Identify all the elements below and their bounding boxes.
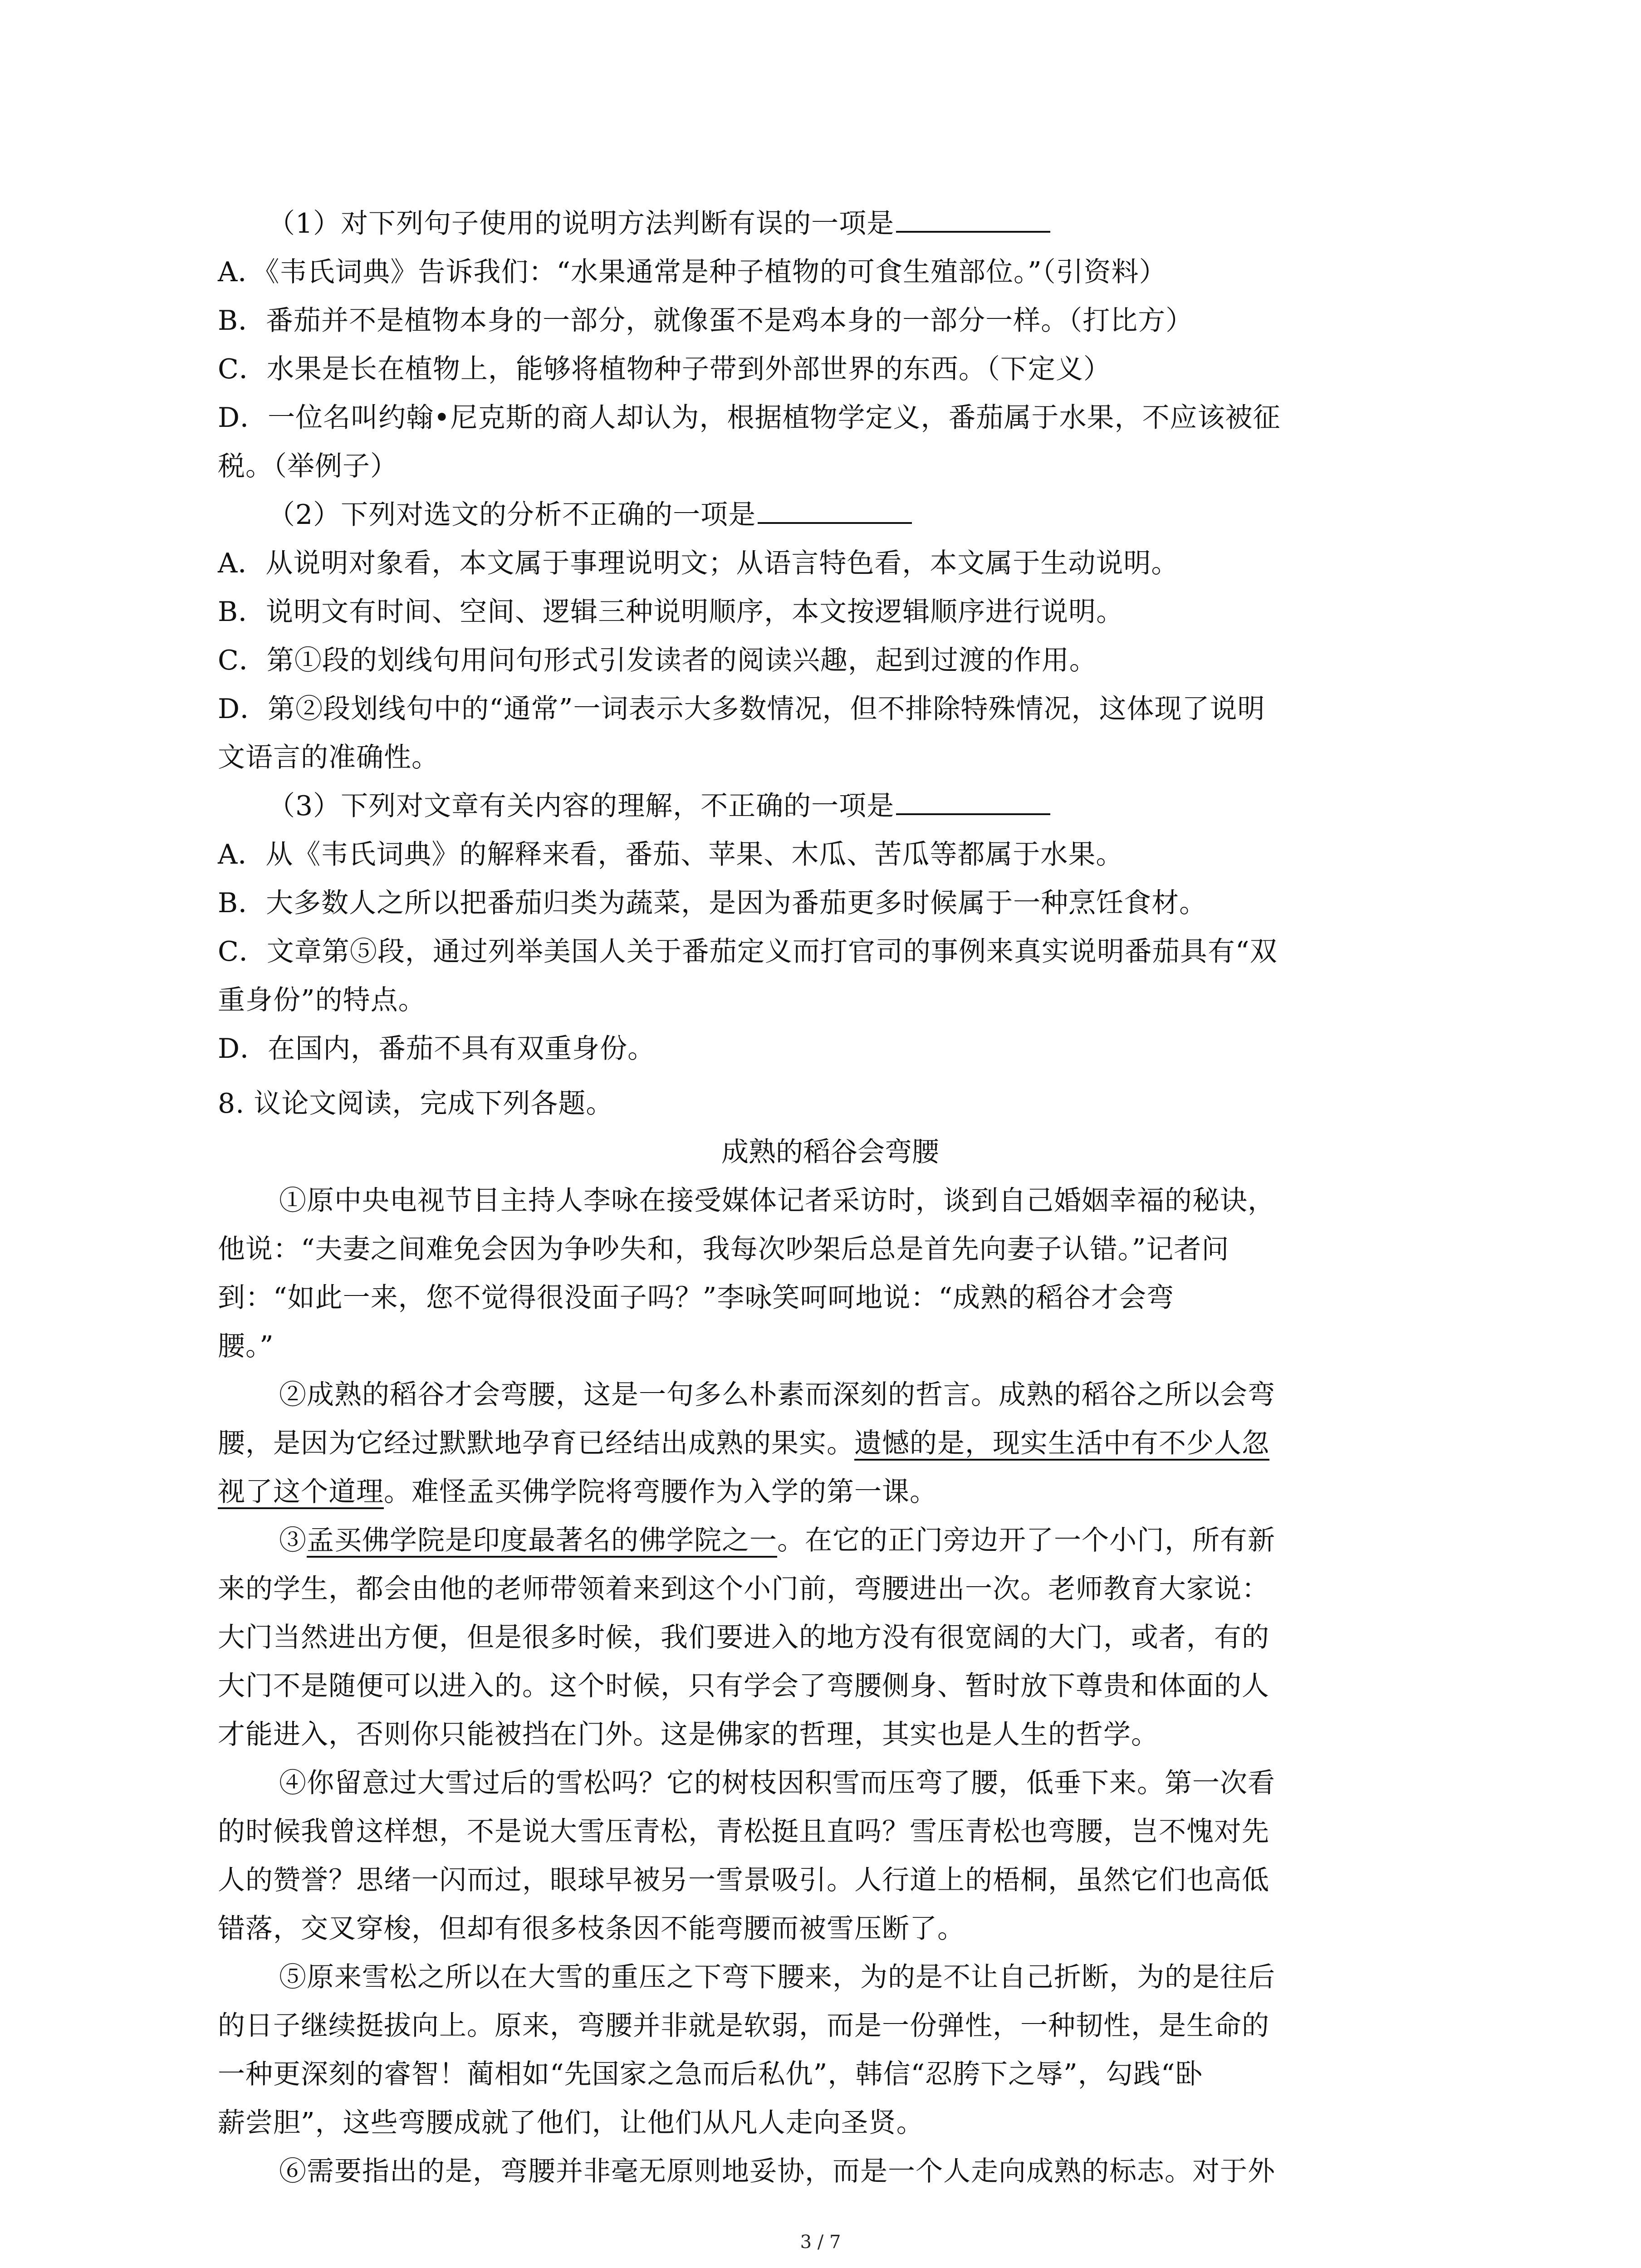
q7-2-option-c: C．第①段的划线句用问句形式引发读者的阅读兴趣，起到过渡的作用。 [218, 645, 1097, 676]
paragraph-3-line: 才能进入，否则你只能被挡在门外。这是佛家的哲理，其实也是人生的哲学。 [218, 1719, 1159, 1750]
paragraph-5-line: ⑤原来雪松之所以在大雪的重压之下弯下腰来，为的是不让自己折断，为的是往后 [279, 1961, 1275, 1993]
q7-3-stem: （3）下列对文章有关内容的理解，不正确的一项是 [218, 782, 1443, 831]
question-7-block [218, 200, 1443, 1073]
q7-3-option-b: B．大多数人之所以把番茄归类为蔬菜，是因为番茄更多时候属于一种烹饪食材。 [218, 887, 1207, 919]
paragraph-1-line: 腰。” [218, 1330, 274, 1362]
paragraph-3-line: 大门当然进出方便，但是很多时候，我们要进入的地方没有很宽阔的大门，或者，有的 [218, 1622, 1269, 1653]
q8-heading: 8. 议论文阅读，完成下列各题。 [218, 1088, 614, 1119]
paragraph-2-line: 视了这个道理。难怪孟买佛学院将弯腰作为入学的第一课。 [218, 1476, 937, 1508]
page-number: 3 / 7 [800, 2232, 841, 2253]
paragraph-1-line: 到：“如此一来，您不觉得很没面子吗？”李咏笑呵呵地说：“成熟的稻谷才会弯 [218, 1282, 1175, 1314]
paragraph-2-line: ②成熟的稻谷才会弯腰，这是一句多么朴素而深刻的哲言。成熟的稻谷之所以会弯 [279, 1379, 1275, 1411]
paragraph-4-line: 错落，交叉穿梭，但却有很多枝条因不能弯腰而被雪压断了。 [218, 1913, 965, 1945]
paragraph-5-line: 薪尝胆”，这些弯腰成就了他们，让他们从凡人走向圣贤。 [218, 2107, 924, 2139]
paragraph-4-line: 人的赞誉？思绪一闪而过，眼球早被另一雪景吸引。人行道上的梧桐，虽然它们也高低 [218, 1864, 1269, 1896]
paragraph-3-line: ③孟买佛学院是印度最著名的佛学院之一。在它的正门旁边开了一个小门，所有新 [279, 1525, 1275, 1556]
q7-3-option-c: C．文章第⑤段，通过列举美国人关于番茄定义而打官司的事例来真实说明番茄具有“双 [218, 936, 1278, 968]
q7-2-option-d: D．第②段划线句中的“通常”一词表示大多数情况，但不排除特殊情况，这体现了说明 [218, 693, 1265, 725]
paragraph-4-line: ④你留意过大雪过后的雪松吗？它的树枝因积雪而压弯了腰，低垂下来。第一次看 [279, 1767, 1275, 1799]
q7-2-option-b: B．说明文有时间、空间、逻辑三种说明顺序，本文按逻辑顺序进行说明。 [218, 596, 1124, 628]
paragraph-4-line: 的时候我曾这样想，不是说大雪压青松，青松挺且直吗？雪压青松也弯腰，岂不愧对先 [218, 1816, 1269, 1848]
article-title: 成熟的稻谷会弯腰 [721, 1136, 939, 1168]
question-8-block [218, 1080, 1443, 2196]
q7-1-option-d: D．一位名叫约翰•尼克斯的商人却认为，根据植物学定义，番茄属于水果，不应该被征 [218, 402, 1281, 434]
answer-blank [896, 786, 1050, 815]
q7-3-option-a: A．从《韦氏词典》的解释来看，番茄、苹果、木瓜、苦瓜等都属于水果。 [218, 839, 1124, 870]
underlined-sentence-cont: 视了这个道理 [218, 1476, 384, 1508]
paragraph-6-line: ⑥需要指出的是，弯腰并非毫无原则地妥协，而是一个人走向成熟的标志。对于外 [279, 2156, 1275, 2187]
q7-1-stem: （1）对下列句子使用的说明方法判断有误的一项是 [218, 200, 1443, 248]
paragraph-5-line: 一种更深刻的睿智！蔺相如“先国家之急而后私仇”，韩信“忍胯下之辱”，勾践“卧 [218, 2058, 1203, 2090]
paragraph-2-line: 腰，是因为它经过默默地孕育已经结出成熟的果实。遗憾的是，现实生活中有不少人忽 [218, 1427, 1269, 1459]
q7-2-option-a: A．从说明对象看，本文属于事理说明文；从语言特色看，本文属于生动说明。 [218, 547, 1179, 579]
q7-1-option-a: A．《韦氏词典》告诉我们：“水果通常是种子植物的可食生殖部位。”（引资料） [218, 256, 1167, 288]
q7-1-option-d-cont: 税。（举例子） [218, 450, 398, 482]
answer-blank [896, 204, 1050, 233]
paragraph-5-line: 的日子继续挺拔向上。原来，弯腰并非就是软弱，而是一份弹性，一种韧性，是生命的 [218, 2010, 1269, 2042]
q7-2-stem: （2）下列对选文的分析不正确的一项是 [218, 491, 1443, 539]
q7-1-option-c: C．水果是长在植物上，能够将植物种子带到外部世界的东西。（下定义） [218, 353, 1111, 385]
underlined-sentence: 孟买佛学院是印度最著名的佛学院之一 [307, 1525, 777, 1556]
q7-3-option-d: D．在国内，番茄不具有双重身份。 [218, 1033, 656, 1065]
paragraph-3-line: 来的学生，都会由他的老师带领着来到这个小门前，弯腰进出一次。老师教育大家说： [218, 1573, 1269, 1605]
underlined-sentence: 遗憾的是，现实生活中有不少人忽 [854, 1427, 1269, 1459]
answer-blank [758, 495, 912, 524]
paragraph-3-line: 大门不是随便可以进入的。这个时候，只有学会了弯腰侧身、暂时放下尊贵和体面的人 [218, 1670, 1269, 1702]
paragraph-1-line: 他说：“夫妻之间难免会因为争吵失和，我每次吵架后总是首先向妻子认错。”记者问 [218, 1233, 1230, 1265]
paragraph-1-line: ①原中央电视节目主持人李咏在接受媒体记者采访时，谈到自己婚姻幸福的秘诀， [279, 1185, 1275, 1217]
q7-3-option-c-cont: 重身份”的特点。 [218, 984, 426, 1016]
q7-2-option-d-cont: 文语言的准确性。 [218, 742, 439, 773]
q7-1-option-b: B．番茄并不是植物本身的一部分，就像蛋不是鸡本身的一部分一样。（打比方） [218, 305, 1194, 337]
